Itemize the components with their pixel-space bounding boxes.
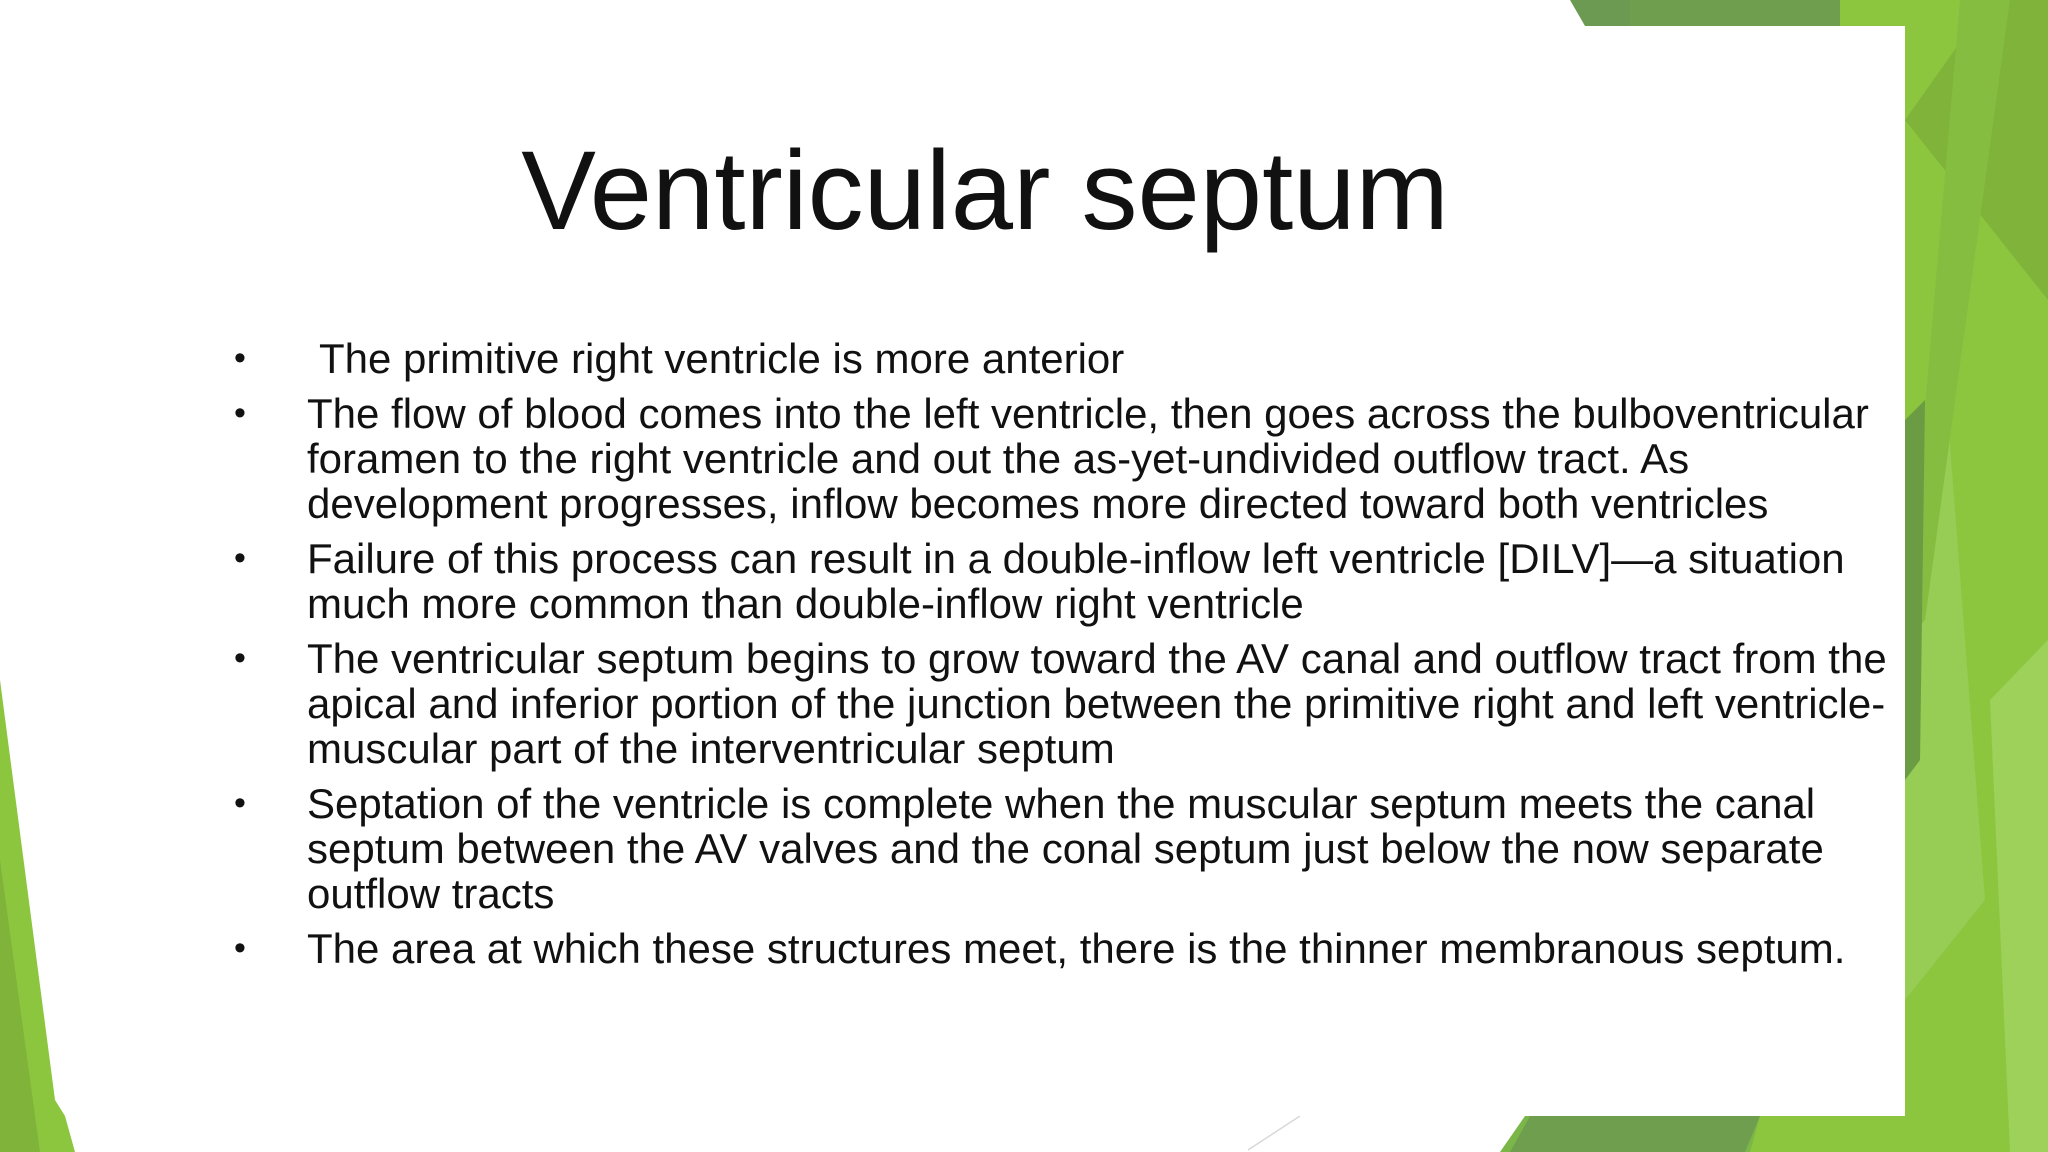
bullet-text: Septation of the ventricle is complete when the muscular septum meets the canal septum between the AV valves and the conal septum just below the now separate outflow tracts	[307, 780, 1824, 917]
bullet-text: The flow of blood comes into the left ventricle, then goes across the bulboventricular foramen to the right ventricle and out the as-yet-undivided outflow tract. As development progresses, inflow becomes more directed toward both ventricles	[307, 390, 1869, 527]
bullet-item	[170, 391, 1890, 526]
bullet-icon: •	[234, 339, 246, 377]
bullet-icon: •	[234, 539, 246, 577]
bullet-icon: •	[234, 639, 246, 677]
bullet-text: The ventricular septum begins to grow toward the AV canal and outflow tract from the apical and inferior portion of the junction between the primitive right and left ventricle- muscular part of the interventricular septum	[307, 635, 1887, 772]
bullet-text: The area at which these structures meet, there is the thinner membranous septum.	[307, 925, 1846, 972]
bullet-icon: •	[234, 784, 246, 822]
slide-title: Ventricular septum	[521, 128, 1449, 253]
bullet-item	[170, 536, 1890, 626]
bullet-text: The primitive right ventricle is more anterior	[319, 335, 1125, 382]
bullet-icon: •	[234, 929, 246, 967]
bullet-item	[170, 636, 1890, 771]
bullet-list	[170, 336, 1890, 981]
content-panel	[65, 26, 1905, 1116]
bullet-item	[170, 781, 1890, 916]
bullet-item	[170, 336, 1890, 381]
bullet-text: Failure of this process can result in a double-inflow left ventricle [DILV]—a situation much more common than double-inflow right ventricle	[307, 535, 1845, 627]
bullet-icon: •	[234, 394, 246, 432]
bullet-item	[170, 926, 1890, 971]
